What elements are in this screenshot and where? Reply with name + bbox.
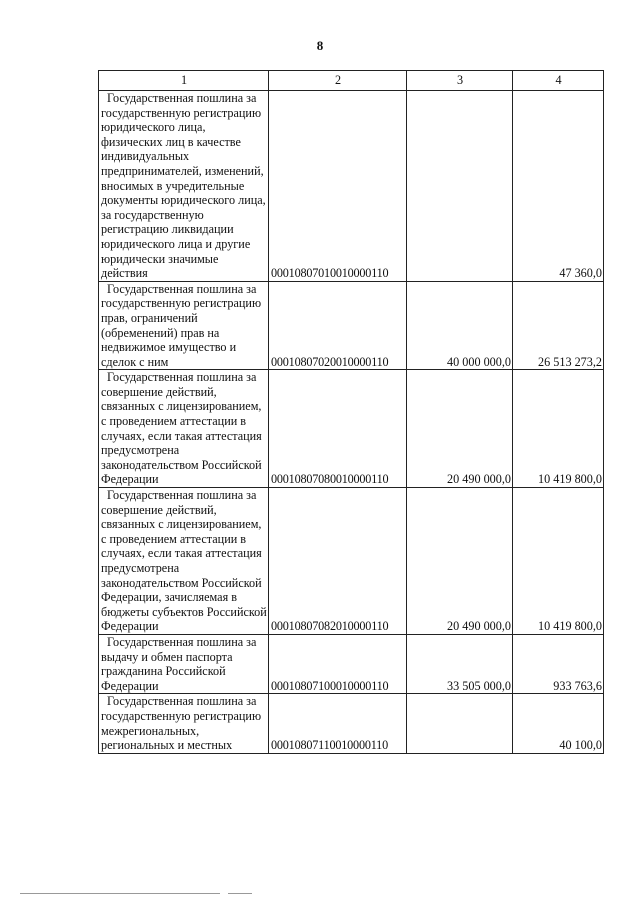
scan-bottom-rule xyxy=(20,893,220,894)
table-row xyxy=(99,488,604,635)
row-name: Государственная пошлина за государственную регистрацию юридического лица, физических лиц в качестве индивидуальных предпринимателей, изменений, вносимых в учредительные документы юридического лица, за государственную регистрацию ликвидации юридического лица и другие юридически значимые действия xyxy=(99,91,269,282)
row-name: Государственная пошлина за выдачу и обмен паспорта гражданина Российской Федерации xyxy=(99,634,269,693)
row-name: Государственная пошлина за государственную регистрацию прав, ограничений (обременений) прав на недвижимое имущество и сделок с ним xyxy=(99,281,269,370)
table-row xyxy=(99,370,604,488)
row-actual: 10 419 800,0 xyxy=(513,370,604,488)
revenue-table xyxy=(98,70,604,754)
row-name: Государственная пошлина за совершение действий, связанных с лицензированием, с проведением аттестации в случаях, если такая аттестация предусмотрена законодательством Российской Федерации, зачисляемая в бюджеты субъектов Российской Федерации xyxy=(99,488,269,635)
row-name: Государственная пошлина за государственную регистрацию межрегиональных, региональных и местных xyxy=(99,694,269,753)
scan-bottom-rule-short xyxy=(228,893,252,894)
column-header-4: 4 xyxy=(513,71,604,91)
table-row xyxy=(99,694,604,753)
table-header-row xyxy=(99,71,604,91)
row-actual: 26 513 273,2 xyxy=(513,281,604,370)
row-code: 00010807082010000110 xyxy=(269,488,407,635)
row-plan: 20 490 000,0 xyxy=(407,370,513,488)
row-actual: 933 763,6 xyxy=(513,634,604,693)
column-header-2: 2 xyxy=(269,71,407,91)
column-header-3: 3 xyxy=(407,71,513,91)
row-code: 00010807080010000110 xyxy=(269,370,407,488)
row-code: 00010807020010000110 xyxy=(269,281,407,370)
table-row xyxy=(99,91,604,282)
table-row xyxy=(99,281,604,370)
column-header-1: 1 xyxy=(99,71,269,91)
row-plan xyxy=(407,91,513,282)
row-actual: 47 360,0 xyxy=(513,91,604,282)
row-code: 00010807110010000110 xyxy=(269,694,407,753)
row-plan xyxy=(407,694,513,753)
row-code: 00010807010010000110 xyxy=(269,91,407,282)
table-row xyxy=(99,634,604,693)
row-code: 00010807100010000110 xyxy=(269,634,407,693)
row-plan: 33 505 000,0 xyxy=(407,634,513,693)
row-plan: 40 000 000,0 xyxy=(407,281,513,370)
row-plan: 20 490 000,0 xyxy=(407,488,513,635)
row-actual: 10 419 800,0 xyxy=(513,488,604,635)
page-number: 8 xyxy=(316,38,324,53)
row-actual: 40 100,0 xyxy=(513,694,604,753)
row-name: Государственная пошлина за совершение действий, связанных с лицензированием, с проведением аттестации в случаях, если такая аттестация предусмотрена законодательством Российской Федерации xyxy=(99,370,269,488)
